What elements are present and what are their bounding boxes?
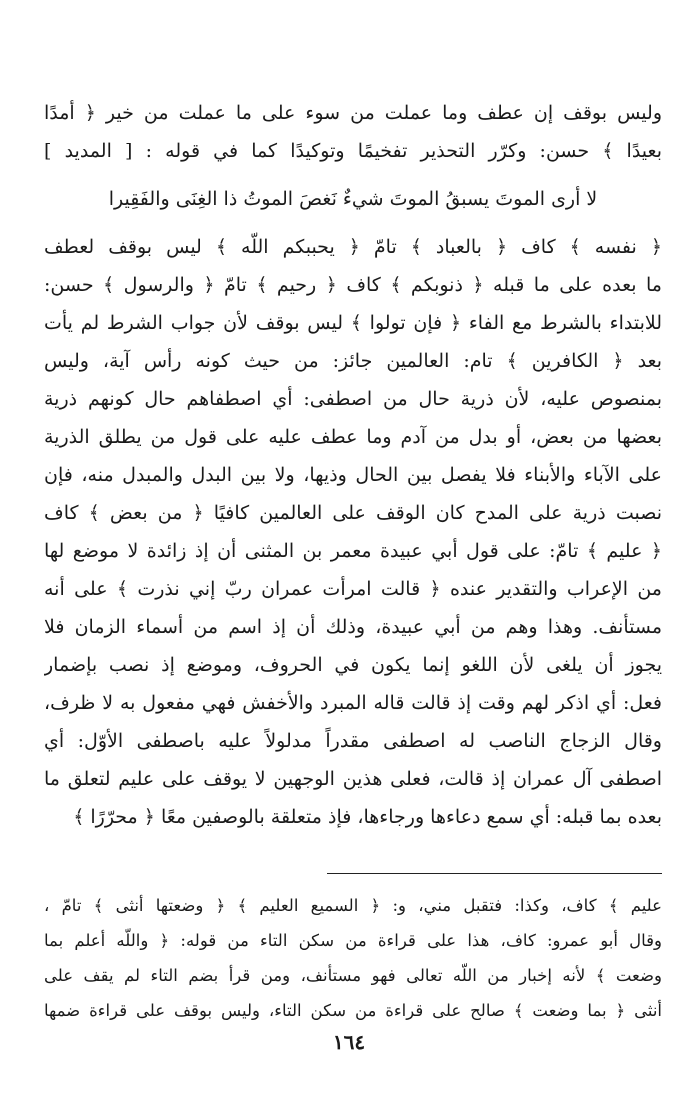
text-line: ﴿ نفسه ﴾ كاف ﴿ بالعباد ﴾ تامّ ﴿ يحببكم اللّه ﴾ ليس بوقف لعطف bbox=[44, 236, 662, 258]
page-number: ١٦٤ bbox=[332, 1030, 366, 1054]
text-line: وليس بوقف إن عطف وما عملت من سوء على ما عملت من خير ﴿ أمدًا bbox=[44, 102, 662, 124]
text-line: بعيدًا ﴾ حسن: وكرّر التحذير تفخيمًا وتوكيدًا كما في قوله : [ المديد ] bbox=[44, 140, 662, 162]
footnote-line: وقال أبو عمرو: كاف، هذا على قراءة من سكن التاء من قوله: ﴿ واللّه أعلم بما bbox=[44, 931, 662, 950]
text-line: بمنصوص عليه، لأن ذرية حال من اصطفى: أي اصطفاهم حال كونهم ذرية bbox=[44, 388, 662, 410]
text-line: نصبت ذرية على المدح كان الوقف على العالمين كافيًا ﴿ من بعض ﴾ كاف bbox=[44, 502, 662, 524]
text-line: فعل: أي اذكر لهم وقت إذ قالت قاله المبرد والأخفش فهي مفعول به لا ظرف، bbox=[44, 692, 662, 714]
text-line: مستأنف. وهذا وهم من أبي عبيدة، وذلك أن إذ اسم من أسماء الزمان فلا bbox=[44, 616, 662, 638]
text-line: من الإعراب والتقدير عنده ﴿ قالت امرأت عمران ربّ إني نذرت ﴾ على أنه bbox=[44, 578, 662, 600]
text-line: بعده بما قبله: أي سمع دعاءها ورجاءها، فإذ متعلقة بالوصفين معًا ﴿ محرّرًا ﴾ bbox=[73, 806, 662, 828]
footnotes bbox=[44, 888, 662, 1028]
text-line: يجوز أن يلغى لأن اللغو إنما يكون في الحروف، وموضع إذ نصب بإضمار bbox=[44, 654, 662, 676]
text-line: ما بعده على ما قبله ﴿ ذنوبكم ﴾ كاف ﴿ رحيم ﴾ تامّ ﴿ والرسول ﴾ حسن: bbox=[44, 274, 662, 296]
footnote-line: عليم ﴾ كاف، وكذا: فتقبل مني، و: ﴿ السميع العليم ﴾ ﴿ وضعتها أنثى ﴾ تامّ ، bbox=[44, 896, 662, 915]
footnote-line: أنثى ﴿ بما وضعت ﴾ صالح على قراءة من سكن التاء، وليس بوقف على قراءة ضمها bbox=[44, 1001, 662, 1020]
text-line: وقال الزجاج الناصب له اصطفى مقدراً مدلولاً عليه باصطفى الأوّل: أي bbox=[44, 730, 662, 752]
text-line: بعضها من بعض، أو بدل من آدم وما عطف عليه على قول من يطلق الذرية bbox=[44, 426, 662, 448]
text-line: للابتداء بالشرط مع الفاء ﴿ فإن تولوا ﴾ ليس بوقف لأن جواب الشرط لم يأت bbox=[44, 312, 662, 334]
text-line: بعد ﴿ الكافرين ﴾ تام: العالمين جائز: من حيث كونه رأس آية، وليس bbox=[44, 350, 662, 372]
footnote-separator bbox=[327, 873, 662, 874]
main-text bbox=[44, 94, 662, 836]
footnote-line: وضعت ﴾ لأنه إخبار من اللّه تعالى فهو مستأنف، ومن قرأ بضم التاء لم يقف على bbox=[44, 966, 662, 985]
text-line: ﴿ عليم ﴾ تامّ: على قول أبي عبيدة معمر بن المثنى أن إذ زائدة لا موضع لها bbox=[44, 540, 662, 562]
text-line: اصطفى آل عمران إذ قالت، فعلى هذين الوجهين لا يوقف على عليم لتعلق ما bbox=[44, 768, 662, 790]
text-line: على الآباء والأبناء فلا يفصل بين الحال وذيها، ولا بين البدل والمبدل منه، فإن bbox=[44, 464, 662, 486]
poetry-verse: لا أرى الموتَ يسبقُ الموتَ شيءٌ نَغصَ الموتُ ذا الغِنَى والفَقِيرا bbox=[108, 188, 598, 210]
